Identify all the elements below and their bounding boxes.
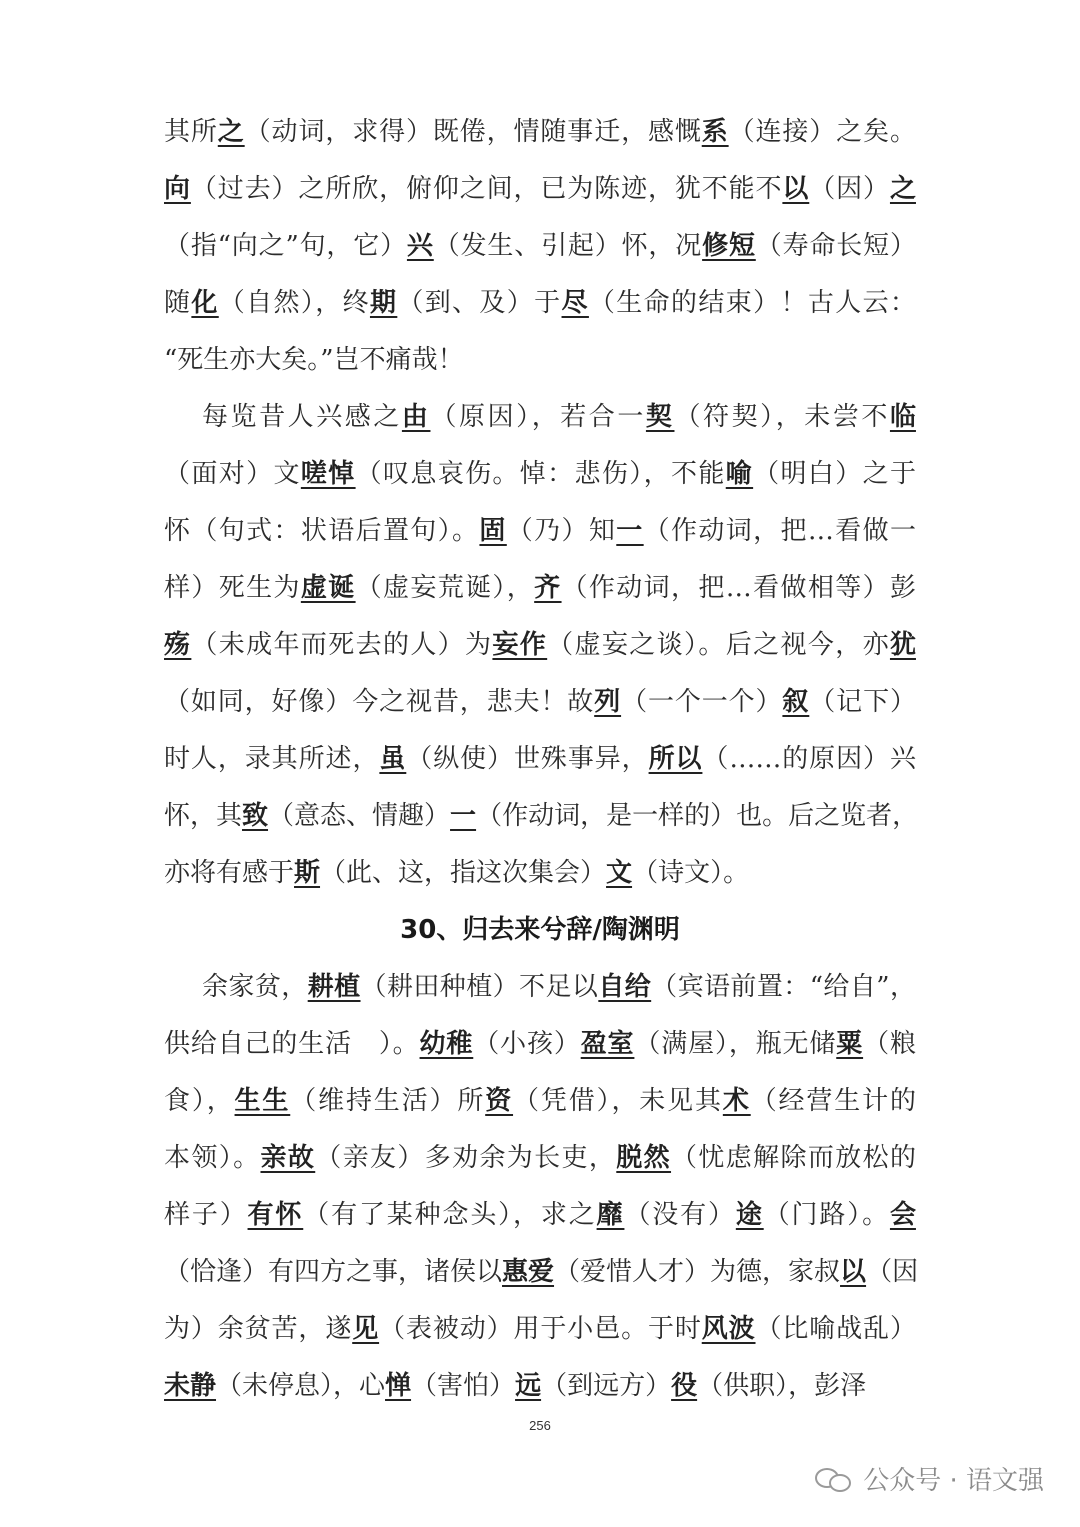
text-line: 其所之（动词，求得）既倦，情随事迁，感慨系（连接）之矣。 bbox=[164, 117, 916, 147]
annotated-word: 兴 bbox=[406, 231, 434, 261]
text-line: （如同，好像）今之视昔，悲夫！故列（一个一个）叙（记下） bbox=[164, 687, 916, 717]
annotated-word: 文 bbox=[606, 858, 633, 888]
annotated-word: 尽 bbox=[561, 288, 589, 318]
annotated-word: 会 bbox=[889, 1200, 916, 1230]
annotated-word: 以 bbox=[782, 174, 810, 204]
paragraph-1 bbox=[164, 104, 916, 389]
section-title: 30、归去来兮辞/陶渊明 bbox=[400, 915, 680, 945]
text-line: 随化（自然），终期（到、及）于尽（生命的结束）！古人云： bbox=[164, 288, 916, 318]
text-line: 本领）。亲故（亲友）多劝余为长吏，脱然（忧虑解除而放松的 bbox=[164, 1143, 916, 1173]
annotated-word: 契 bbox=[645, 402, 675, 432]
annotated-word: 之 bbox=[889, 174, 916, 204]
annotated-word: 虽 bbox=[379, 744, 407, 774]
annotated-word: 妄作 bbox=[492, 630, 548, 660]
text-line: 时人，录其所述，虽（纵使）世殊事异，所以（……的原因）兴 bbox=[164, 744, 916, 774]
annotated-word: 斯 bbox=[294, 858, 321, 888]
text-line: 殇（未成年而死去的人）为妄作（虚妄之谈）。后之视今，亦犹 bbox=[164, 630, 916, 660]
text-line: 样）死生为虚诞（虚妄荒诞），齐（作动词，把…看做相等）彭 bbox=[164, 573, 916, 603]
annotated-word: 惮 bbox=[385, 1371, 412, 1401]
annotated-word: 幼稚 bbox=[419, 1029, 474, 1059]
text-line: 样子）有怀（有了某种念头），求之靡（没有）途（门路）。会 bbox=[164, 1200, 916, 1230]
text-line: 食），生生（维持生活）所资（凭借），未见其术（经营生计的 bbox=[164, 1086, 916, 1116]
annotated-word: 役 bbox=[671, 1371, 698, 1401]
annotated-word: 由 bbox=[401, 402, 431, 432]
text-line: 余家贫，耕植（耕田种植）不足以自给（宾语前置：“给自”， bbox=[202, 972, 916, 1002]
annotated-word: 所以 bbox=[648, 744, 703, 774]
annotated-word: 以 bbox=[840, 1257, 867, 1287]
text-line: （指“向之”句，它）兴（发生、引起）怀，况修短（寿命长短） bbox=[164, 231, 916, 261]
annotated-word: 嗟悼 bbox=[300, 459, 356, 489]
annotated-word: 一 bbox=[616, 516, 644, 546]
text-line: 每览昔人兴感之由（原因），若合一契（符契），未尝不临 bbox=[202, 402, 916, 432]
text-line: 怀，其致（意态、情趣）一（作动词，是一样的）也。后之览者， bbox=[164, 801, 919, 831]
annotated-word: 术 bbox=[722, 1086, 751, 1116]
annotated-word: 自给 bbox=[598, 972, 652, 1002]
annotated-word: 有怀 bbox=[247, 1200, 304, 1230]
annotated-word: 风波 bbox=[701, 1314, 756, 1344]
annotated-word: 远 bbox=[515, 1371, 542, 1401]
annotated-word: 向 bbox=[164, 174, 191, 204]
watermark-text: 公众号 · 语文强 bbox=[863, 1466, 1044, 1496]
text-line: “死生亦大矣。”岂不痛哉！ bbox=[164, 345, 464, 375]
annotated-word: 惠爱 bbox=[502, 1257, 555, 1287]
text-line: 未静（未停息），心惮（害怕）远（到远方）役（供职），彭泽 bbox=[164, 1371, 867, 1401]
annotated-word: 耕植 bbox=[307, 972, 361, 1002]
text-line: 怀（句式：状语后置句）。固（乃）知一（作动词，把…看做一 bbox=[164, 516, 916, 546]
annotated-word: 脱然 bbox=[616, 1143, 672, 1173]
annotated-word: 喻 bbox=[725, 459, 754, 489]
annotated-word: 期 bbox=[369, 288, 398, 318]
annotated-word: 见 bbox=[352, 1314, 380, 1344]
annotated-word: 修短 bbox=[702, 231, 756, 261]
annotated-word: 致 bbox=[242, 801, 269, 831]
text-line: 亦将有感于斯（此、这，指这次集会）文（诗文）。 bbox=[164, 858, 750, 888]
annotated-word: 亲故 bbox=[260, 1143, 316, 1173]
wechat-icon bbox=[815, 1464, 853, 1494]
annotated-word: 途 bbox=[735, 1200, 764, 1230]
watermark bbox=[815, 1460, 1044, 1497]
annotated-word: 粟 bbox=[836, 1029, 864, 1059]
text-line: （面对）文嗟悼（叹息哀伤。悼：悲伤），不能喻（明白）之于 bbox=[164, 459, 916, 489]
annotated-word: 资 bbox=[485, 1086, 514, 1116]
annotated-word: 临 bbox=[889, 402, 916, 432]
annotated-word: 一 bbox=[450, 801, 477, 831]
annotated-word: 化 bbox=[191, 288, 219, 318]
text-line: （恰逢）有四方之事，诸侯以惠爱（爱惜人才）为德，家叔以（因 bbox=[164, 1257, 919, 1287]
text-line: 为）余贫苦，遂见（表被动）用于小邑。于时风波（比喻战乱） bbox=[164, 1314, 916, 1344]
annotated-word: 齐 bbox=[534, 573, 562, 603]
annotated-word: 固 bbox=[479, 516, 507, 546]
document-body bbox=[164, 104, 919, 1415]
annotated-word: 生生 bbox=[234, 1086, 291, 1116]
annotated-word: 未静 bbox=[164, 1371, 217, 1401]
annotated-word: 殇 bbox=[164, 630, 192, 660]
annotated-word: 靡 bbox=[596, 1200, 625, 1230]
annotated-word: 系 bbox=[701, 117, 729, 147]
text-line: 供给自己的生活 ）。幼稚（小孩）盈室（满屋），瓶无储粟（粮 bbox=[164, 1029, 916, 1059]
annotated-word: 虚诞 bbox=[300, 573, 356, 603]
annotated-word: 之 bbox=[217, 117, 245, 147]
annotated-word: 列 bbox=[594, 687, 622, 717]
page-number: 256 bbox=[529, 1418, 551, 1433]
text-line: 向（过去）之所欣，俯仰之间，已为陈迹，犹不能不以（因）之 bbox=[164, 174, 916, 204]
annotated-word: 叙 bbox=[782, 687, 810, 717]
paragraph-2 bbox=[164, 389, 919, 902]
paragraph-3 bbox=[164, 959, 919, 1415]
annotated-word: 犹 bbox=[889, 630, 916, 660]
annotated-word: 盈室 bbox=[580, 1029, 635, 1059]
